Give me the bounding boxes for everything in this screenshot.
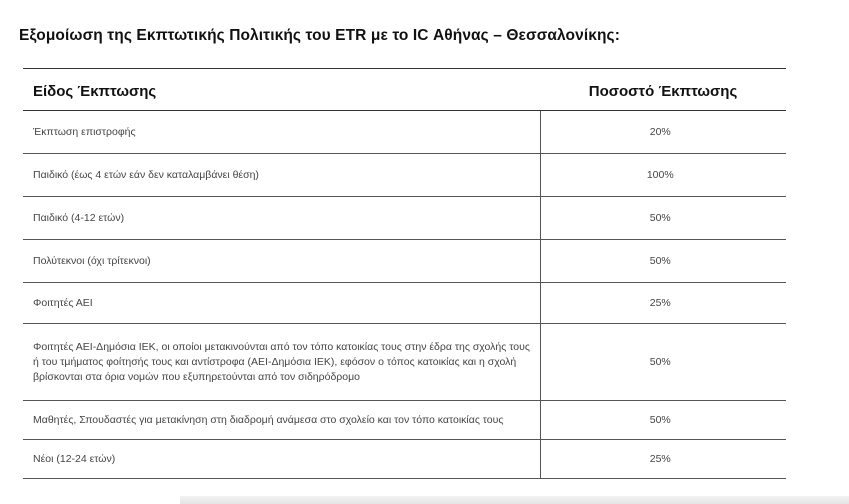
table-row	[23, 401, 786, 440]
discount-percentage-cell	[540, 401, 786, 440]
discount-percentage-cell	[540, 197, 786, 240]
percentage-value: 100%	[646, 168, 674, 181]
table-row	[23, 154, 786, 197]
discount-type-cell: Παιδικό (έως 4 ετών εάν δεν καταλαμβάνει θέση)	[23, 154, 540, 197]
percentage-value: 25%	[649, 296, 671, 309]
header-discount-percentage: Ποσοστό Έκπτωσης	[540, 69, 786, 111]
discount-type-cell: Φοιτητές ΑΕΙ-Δημόσια ΙΕΚ, οι οποίοι μετακινούνται από τον τόπο κατοικίας τους στην έδρα της σχολής τους ή του τμήματος φοίτησής τους και αντίστροφα (ΑΕΙ-Δημόσια ΙΕΚ), εφόσον ο τόπος κατοικίας και η σχολή βρίσκονται στα όρια νομών που εξυπηρετούνται από τον σιδηρόδρομο	[23, 324, 540, 401]
discount-type-cell: Νέοι (12-24 ετών)	[23, 440, 540, 479]
percentage-value: 50%	[649, 254, 671, 267]
discount-type-cell: Μαθητές, Σπουδαστές για μετακίνηση στη διαδρομή ανάμεσα στο σχολείο και τον τόπο κατοικίας τους	[23, 401, 540, 440]
header-discount-type: Είδος Έκπτωσης	[23, 69, 540, 111]
discount-type-cell: Πολύτεκνοι (όχι τρίτεκνοι)	[23, 240, 540, 283]
table-row	[23, 440, 786, 479]
percentage-value: 20%	[649, 125, 671, 138]
table-row	[23, 324, 786, 401]
discount-percentage-cell	[540, 440, 786, 479]
discount-type-cell: Φοιτητές ΑΕΙ	[23, 283, 540, 324]
table-row	[23, 111, 786, 154]
discount-table	[23, 68, 786, 479]
discount-percentage-cell	[540, 324, 786, 401]
discount-percentage-cell	[540, 154, 786, 197]
discount-percentage-cell	[540, 283, 786, 324]
percentage-value: 50%	[649, 355, 671, 368]
table-row	[23, 240, 786, 283]
table-row	[23, 283, 786, 324]
discount-type-cell: Παιδικό (4-12 ετών)	[23, 197, 540, 240]
discount-type-cell: Έκπτωση επιστροφής	[23, 111, 540, 154]
percentage-value: 50%	[649, 413, 671, 426]
table-header-row	[23, 69, 786, 111]
table-row	[23, 197, 786, 240]
bottom-edge-shadow	[180, 496, 849, 504]
page-title: Εξομοίωση της Εκπτωτικής Πολιτικής του ETR με το IC Αθήνας – Θεσσαλονίκης:	[19, 27, 620, 44]
percentage-value: 50%	[649, 211, 671, 224]
percentage-value: 25%	[649, 452, 671, 465]
discount-percentage-cell	[540, 240, 786, 283]
discount-percentage-cell	[540, 111, 786, 154]
